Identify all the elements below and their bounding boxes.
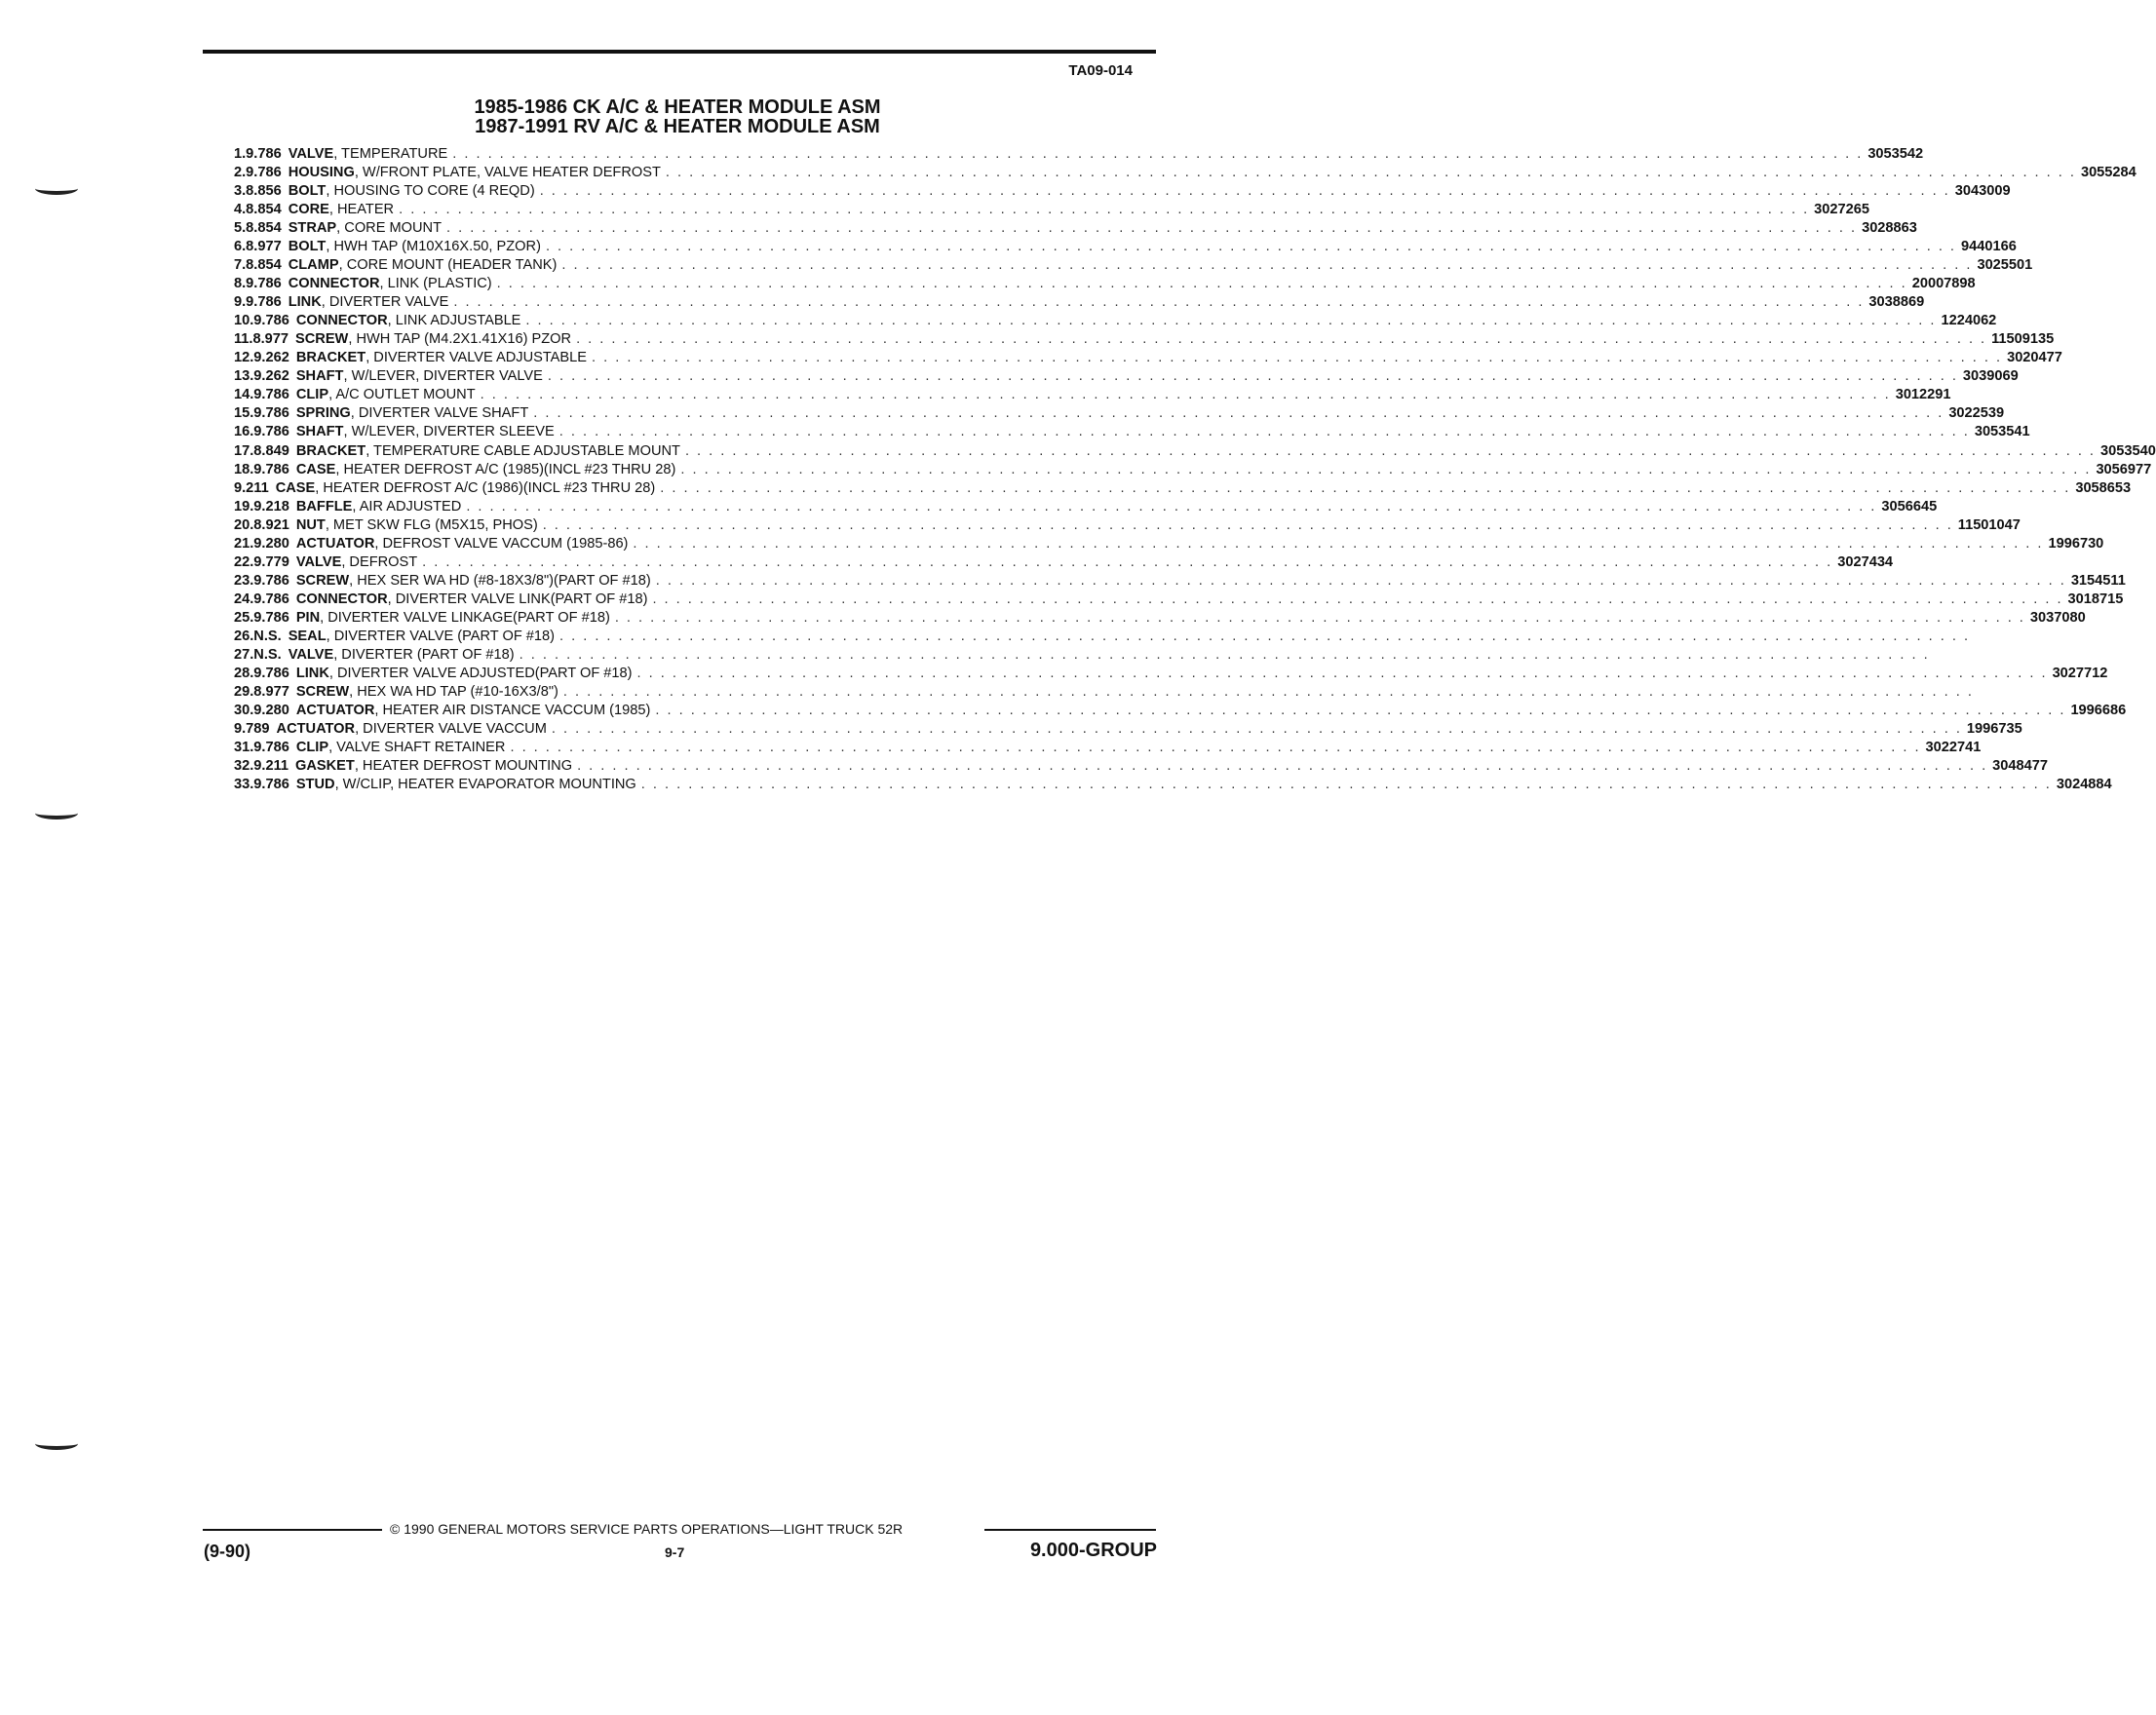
part-number: 3053542 xyxy=(1867,146,1924,162)
part-number: 3027712 xyxy=(2052,665,2108,681)
parts-row xyxy=(234,145,1924,164)
part-description xyxy=(289,553,1837,572)
parts-row xyxy=(234,182,2011,201)
part-number: 3056977 xyxy=(2096,461,2152,477)
part-description xyxy=(289,330,1991,349)
part-number: 3022741 xyxy=(1925,740,1982,755)
part-name: PIN xyxy=(295,609,321,626)
footer-rule-right xyxy=(984,1529,1156,1531)
part-name: SEAL xyxy=(288,628,327,644)
part-number: 3037080 xyxy=(2029,609,2086,626)
part-name: STRAP xyxy=(288,220,337,237)
item-number: 2. xyxy=(234,165,247,181)
item-number: 17. xyxy=(234,442,254,459)
item-number: 15. xyxy=(234,405,254,422)
group-number: 8.854 xyxy=(246,257,282,274)
part-description xyxy=(282,201,1814,219)
parts-row xyxy=(234,219,1917,238)
part-number: 3048477 xyxy=(1992,758,2048,775)
parts-row xyxy=(234,498,1938,516)
part-description xyxy=(289,423,1975,441)
part-name: GASKET xyxy=(295,758,355,775)
group-number: 9.786 xyxy=(253,424,289,440)
part-detail: , MET SKW FLG (M5X15, PHOS) xyxy=(325,516,538,533)
group-number: 9.786 xyxy=(253,572,289,589)
group-label: 9.000-GROUP xyxy=(1029,1540,1157,1561)
part-detail: , DIVERTER (PART OF #18) xyxy=(333,646,515,663)
part-description xyxy=(282,275,1912,293)
part-number: 1996735 xyxy=(1966,720,2022,737)
punch-hole-mark xyxy=(35,182,78,195)
item-number: 1. xyxy=(234,146,247,162)
item-number: 26. xyxy=(234,628,254,644)
part-detail: , HWH TAP (M4.2X1.41X16) PZOR xyxy=(348,331,572,348)
part-number: 3043009 xyxy=(1954,183,2011,200)
dot-leader: . . . . . . . . . . . . . . . . . . . . . . . . . . . . . . . . . . . . . . . . . . . . . . . . . . . . . . . . . . . . . . . . . . . . . . . . . . . . . . . . . . . . . . . . . . . . . . . . . . . . . . . . . . . . . . . . . . . . . . . . xyxy=(539,183,1950,200)
part-description xyxy=(289,516,1958,535)
item-number: 27. xyxy=(234,646,254,663)
item-number: 7. xyxy=(234,257,247,274)
dot-leader: . . . . . . . . . . . . . . . . . . . . . . . . . . . . . . . . . . . . . . . . . . . . . . . . . . . . . . . . . . . . . . . . . . . . . . . . . . . . . . . . . . . . . . . . . . . . . . . . . . . . . . . . . . . . . . . . . . . . . . . . xyxy=(422,553,1833,570)
part-detail: , DIVERTER VALVE LINKAGE(PART OF #18) xyxy=(320,609,610,626)
part-number: 3024884 xyxy=(2056,777,2112,793)
parts-row xyxy=(234,275,1976,293)
item-number: 22. xyxy=(234,553,254,570)
item-number: 13. xyxy=(234,368,254,385)
part-description xyxy=(282,219,1862,238)
part-number: 3053541 xyxy=(1974,424,2030,440)
parts-list xyxy=(234,145,2156,794)
part-detail: , HEATER DEFROST A/C (1985)(INCL #23 THRU 28) xyxy=(335,461,676,477)
top-rule xyxy=(203,50,1156,54)
parts-row xyxy=(234,553,1894,572)
group-number: 8.977 xyxy=(246,239,282,255)
part-number: 1996686 xyxy=(2070,702,2127,718)
page-title-line-1: 1985-1986 CK A/C & HEATER MODULE ASM xyxy=(474,96,881,118)
part-name: LINK xyxy=(288,294,322,311)
dot-leader: . . . . . . . . . . . . . . . . . . . . . . . . . . . . . . . . . . . . . . . . . . . . . . . . . . . . . . . . . . . . . . . . . . . . . . . . . . . . . . . . . . . . . . . . . . . . . . . . . . . . . . . . . . . . . . . . . . . . . . . . xyxy=(446,220,1858,237)
dot-leader: . . . . . . . . . . . . . . . . . . . . . . . . . . . . . . . . . . . . . . . . . . . . . . . . . . . . . . . . . . . . . . . . . . . . . . . . . . . . . . . . . . . . . . . . . . . . . . . . . . . . . . . . . . . . . . . . . . . . . . . . xyxy=(453,294,1865,311)
punch-hole-mark xyxy=(35,807,78,819)
dot-leader: . . . . . . . . . . . . . . . . . . . . . . . . . . . . . . . . . . . . . . . . . . . . . . . . . . . . . . . . . . . . . . . . . . . . . . . . . . . . . . . . . . . . . . . . . . . . . . . . . . . . . . . . . . . . . . . . . . . . . . . . xyxy=(562,683,1974,700)
group-number: 8.854 xyxy=(246,202,282,218)
item-number: 31. xyxy=(234,740,254,755)
parts-row xyxy=(234,683,1974,702)
item-number: 23. xyxy=(234,572,254,589)
part-name: VALVE xyxy=(295,553,342,570)
part-name: BRACKET xyxy=(295,442,366,459)
parts-row xyxy=(234,201,1869,219)
part-description xyxy=(289,349,2007,367)
dot-leader: . . . . . . . . . . . . . . . . . . . . . . . . . . . . . . . . . . . . . . . . . . . . . . . . . . . . . . . . . . . . . . . . . . . . . . . . . . . . . . . . . . . . . . . . . . . . . . . . . . . . . . . . . . . . . . . . . . . . . . . . xyxy=(684,442,2096,459)
parts-row xyxy=(234,757,2048,776)
item-number: 5. xyxy=(234,220,247,237)
item-number: 4. xyxy=(234,202,247,218)
parts-row xyxy=(234,404,2005,423)
part-description xyxy=(289,739,1926,757)
parts-row xyxy=(234,720,2022,739)
part-description xyxy=(289,442,2100,461)
parts-row xyxy=(234,423,2030,441)
part-name: CLAMP xyxy=(288,257,339,274)
part-name: SCREW xyxy=(295,572,350,589)
part-name: BOLT xyxy=(288,183,327,200)
dot-leader: . . . . . . . . . . . . . . . . . . . . . . . . . . . . . . . . . . . . . . . . . . . . . . . . . . . . . . . . . . . . . . . . . . . . . . . . . . . . . . . . . . . . . . . . . . . . . . . . . . . . . . . . . . . . . . . . . . . . . . . . xyxy=(680,461,2092,477)
page-title-line-2: 1987-1991 RV A/C & HEATER MODULE ASM xyxy=(475,116,880,137)
part-detail: , DIVERTER VALVE ADJUSTABLE xyxy=(366,350,588,366)
group-number: 9.786 xyxy=(246,146,282,162)
parts-row xyxy=(234,665,2108,683)
item-number: 11. xyxy=(234,331,253,348)
part-number: 3055284 xyxy=(2080,165,2137,181)
part-description xyxy=(289,404,1948,423)
parts-row xyxy=(234,164,2137,182)
dot-leader: . . . . . . . . . . . . . . . . . . . . . . . . . . . . . . . . . . . . . . . . . . . . . . . . . . . . . . . . . . . . . . . . . . . . . . . . . . . . . . . . . . . . . . . . . . . . . . . . . . . . . . . . . . . . . . . . . . . . . . . . xyxy=(542,516,1953,533)
part-number: 3022539 xyxy=(1948,405,2005,422)
part-detail: , DIVERTER VALVE ADJUSTED(PART OF #18) xyxy=(328,665,633,681)
item-number: 3. xyxy=(234,183,247,200)
group-number: 9.211 xyxy=(253,758,289,775)
dot-leader: . . . . . . . . . . . . . . . . . . . . . . . . . . . . . . . . . . . . . . . . . . . . . . . . . . . . . . . . . . . . . . . . . . . . . . . . . . . . . . . . . . . . . . . . . . . . . . . . . . . . . . . . . . . . . . . . . . . . . . . . xyxy=(559,628,1971,644)
item-number: 9. xyxy=(234,294,247,311)
parts-row xyxy=(234,442,2156,461)
dot-leader: . . . . . . . . . . . . . . . . . . . . . . . . . . . . . . . . . . . . . . . . . . . . . . . . . . . . . . . . . . . . . . . . . . . . . . . . . . . . . . . . . . . . . . . . . . . . . . . . . . . . . . . . . . . . . . . . . . . . . . . . xyxy=(592,350,2003,366)
parts-row xyxy=(234,330,2055,349)
group-number: 9.262 xyxy=(253,368,289,385)
part-number: 3027265 xyxy=(1814,202,1869,218)
part-detail: , CORE MOUNT xyxy=(336,220,443,237)
part-name: STUD xyxy=(295,777,335,793)
parts-row xyxy=(234,702,2127,720)
punch-hole-mark xyxy=(35,1437,78,1450)
part-detail: , DIVERTER VALVE SHAFT xyxy=(350,405,529,422)
item-number: 28. xyxy=(234,665,254,681)
part-name: ACTUATOR xyxy=(295,535,375,552)
item-number: 16. xyxy=(234,424,254,440)
part-number: 3058653 xyxy=(2075,479,2132,496)
part-description xyxy=(289,702,2071,720)
group-number: 9.789 xyxy=(234,720,270,737)
dot-leader: . . . . . . . . . . . . . . . . . . . . . . . . . . . . . . . . . . . . . . . . . . . . . . . . . . . . . . . . . . . . . . . . . . . . . . . . . . . . . . . . . . . . . . . . . . . . . . . . . . . . . . . . . . . . . . . . . . . . . . . . xyxy=(466,498,1877,514)
part-detail: , W/LEVER, DIVERTER VALVE xyxy=(343,368,543,385)
dot-leader: . . . . . . . . . . . . . . . . . . . . . . . . . . . . . . . . . . . . . . . . . . . . . . . . . . . . . . . . . . . . . . . . . . . . . . . . . . . . . . . . . . . . . . . . . . . . . . . . . . . . . . . . . . . . . . . . . . . . . . . . xyxy=(480,387,1891,403)
part-number: 3053540 xyxy=(2100,442,2156,459)
part-description xyxy=(282,164,2081,182)
part-name: SCREW xyxy=(295,331,349,348)
parts-row xyxy=(234,256,2033,275)
dot-leader: . . . . . . . . . . . . . . . . . . . . . . . . . . . . . . . . . . . . . . . . . . . . . . . . . . . . . . . . . . . . . . . . . . . . . . . . . . . . . . . . . . . . . . . . . . . . . . . . . . . . . . . . . . . . . . . . . . . . . . . . xyxy=(636,665,2048,681)
group-number: 9.280 xyxy=(253,535,289,552)
part-description xyxy=(289,572,2071,591)
part-number: 3027434 xyxy=(1837,553,1894,570)
part-name: VALVE xyxy=(288,646,334,663)
part-number: 20007898 xyxy=(1911,276,1976,292)
part-description xyxy=(289,591,2068,609)
part-detail: , W/CLIP, HEATER EVAPORATOR MOUNTING xyxy=(334,777,636,793)
part-name: BAFFLE xyxy=(295,498,353,514)
part-name: CONNECTOR xyxy=(295,591,388,607)
parts-row xyxy=(234,479,2132,498)
part-description xyxy=(289,535,2049,553)
part-detail: , HEX WA HD TAP (#10-16X3/8") xyxy=(349,683,558,700)
part-description xyxy=(282,238,1961,256)
parts-row xyxy=(234,646,1930,665)
part-description xyxy=(289,312,1942,330)
part-number: 9440166 xyxy=(1961,239,2017,255)
dot-leader: . . . . . . . . . . . . . . . . . . . . . . . . . . . . . . . . . . . . . . . . . . . . . . . . . . . . . . . . . . . . . . . . . . . . . . . . . . . . . . . . . . . . . . . . . . . . . . . . . . . . . . . . . . . . . . . . . . . . . . . . xyxy=(655,572,2066,589)
group-number: 8.977 xyxy=(252,331,289,348)
group-number: N.S. xyxy=(253,646,282,663)
part-description xyxy=(289,498,1882,516)
dot-leader: . . . . . . . . . . . . . . . . . . . . . . . . . . . . . . . . . . . . . . . . . . . . . . . . . . . . . . . . . . . . . . . . . . . . . . . . . . . . . . . . . . . . . . . . . . . . . . . . . . . . . . . . . . . . . . . . . . . . . . . . xyxy=(519,646,1930,663)
dot-leader: . . . . . . . . . . . . . . . . . . . . . . . . . . . . . . . . . . . . . . . . . . . . . . . . . . . . . . . . . . . . . . . . . . . . . . . . . . . . . . . . . . . . . . . . . . . . . . . . . . . . . . . . . . . . . . . . . . . . . . . . xyxy=(399,202,1810,218)
part-name: ACTUATOR xyxy=(276,720,356,737)
parts-row xyxy=(234,238,2017,256)
parts-row xyxy=(234,739,1982,757)
part-detail: , DEFROST VALVE VACCUM (1985-86) xyxy=(374,535,629,552)
part-number: 3039069 xyxy=(1962,368,2019,385)
item-number: 6. xyxy=(234,239,247,255)
dot-leader: . . . . . . . . . . . . . . . . . . . . . . . . . . . . . . . . . . . . . . . . . . . . . . . . . . . . . . . . . . . . . . . . . . . . . . . . . . . . . . . . . . . . . . . . . . . . . . . . . . . . . . . . . . . . . . . . . . . . . . . . xyxy=(510,740,1921,755)
item-number: 12. xyxy=(234,350,254,366)
part-name: SHAFT xyxy=(295,368,344,385)
parts-row xyxy=(234,312,1997,330)
item-number: 20. xyxy=(234,516,254,533)
dot-leader: . . . . . . . . . . . . . . . . . . . . . . . . . . . . . . . . . . . . . . . . . . . . . . . . . . . . . . . . . . . . . . . . . . . . . . . . . . . . . . . . . . . . . . . . . . . . . . . . . . . . . . . . . . . . . . . . . . . . . . . . xyxy=(547,368,1958,385)
part-detail: , DIVERTER VALVE (PART OF #18) xyxy=(326,628,555,644)
group-number: 9.262 xyxy=(253,350,289,366)
part-description xyxy=(282,182,1955,201)
group-number: 9.786 xyxy=(253,313,289,329)
part-description xyxy=(289,757,1992,776)
parts-row xyxy=(234,628,1971,646)
part-number: 1224062 xyxy=(1941,313,1997,329)
part-name: SPRING xyxy=(295,405,351,422)
part-description xyxy=(269,479,2076,498)
dot-leader: . . . . . . . . . . . . . . . . . . . . . . . . . . . . . . . . . . . . . . . . . . . . . . . . . . . . . . . . . . . . . . . . . . . . . . . . . . . . . . . . . . . . . . . . . . . . . . . . . . . . . . . . . . . . . . . . . . . . . . . . xyxy=(640,777,2052,793)
parts-row xyxy=(234,293,1925,312)
group-number: 9.218 xyxy=(253,498,289,514)
revision-date: (9-90) xyxy=(204,1542,251,1561)
part-detail: , DIVERTER VALVE LINK(PART OF #18) xyxy=(387,591,648,607)
part-description xyxy=(282,293,1869,312)
part-name: NUT xyxy=(295,516,326,533)
part-name: CONNECTOR xyxy=(288,276,380,292)
group-number: 9.779 xyxy=(253,553,289,570)
item-number: 21. xyxy=(234,535,254,552)
part-detail: , W/FRONT PLATE, VALVE HEATER DEFROST xyxy=(354,165,661,181)
group-number: 9.786 xyxy=(253,777,289,793)
item-number: 10. xyxy=(234,313,254,329)
part-description xyxy=(270,720,1967,739)
part-description xyxy=(282,145,1868,164)
part-name: SHAFT xyxy=(295,424,344,440)
dot-leader: . . . . . . . . . . . . . . . . . . . . . . . . . . . . . . . . . . . . . . . . . . . . . . . . . . . . . . . . . . . . . . . . . . . . . . . . . . . . . . . . . . . . . . . . . . . . . . . . . . . . . . . . . . . . . . . . . . . . . . . . xyxy=(614,609,2025,626)
part-description xyxy=(289,461,2097,479)
dot-leader: . . . . . . . . . . . . . . . . . . . . . . . . . . . . . . . . . . . . . . . . . . . . . . . . . . . . . . . . . . . . . . . . . . . . . . . . . . . . . . . . . . . . . . . . . . . . . . . . . . . . . . . . . . . . . . . . . . . . . . . . xyxy=(533,405,1944,422)
dot-leader: . . . . . . . . . . . . . . . . . . . . . . . . . . . . . . . . . . . . . . . . . . . . . . . . . . . . . . . . . . . . . . . . . . . . . . . . . . . . . . . . . . . . . . . . . . . . . . . . . . . . . . . . . . . . . . . . . . . . . . . . xyxy=(665,165,2076,181)
part-detail: , CORE MOUNT (HEADER TANK) xyxy=(338,257,558,274)
item-number: 8. xyxy=(234,276,247,292)
part-name: BRACKET xyxy=(295,350,366,366)
dot-leader: . . . . . . . . . . . . . . . . . . . . . . . . . . . . . . . . . . . . . . . . . . . . . . . . . . . . . . . . . . . . . . . . . . . . . . . . . . . . . . . . . . . . . . . . . . . . . . . . . . . . . . . . . . . . . . . . . . . . . . . . xyxy=(660,479,2071,496)
group-number: 9.786 xyxy=(253,591,289,607)
item-number: 18. xyxy=(234,461,254,477)
part-number: 1996730 xyxy=(2048,535,2104,552)
part-name: CASE xyxy=(275,479,316,496)
part-detail: , TEMPERATURE xyxy=(333,146,448,162)
part-name: CONNECTOR xyxy=(295,313,388,329)
group-number: 9.786 xyxy=(246,294,282,311)
parts-row xyxy=(234,609,2086,628)
item-number: 24. xyxy=(234,591,254,607)
parts-row xyxy=(234,572,2126,591)
part-detail: , HEX SER WA HD (#8-18X3/8")(PART OF #18) xyxy=(349,572,651,589)
parts-row xyxy=(234,776,2112,794)
part-description xyxy=(282,256,1978,275)
item-number: 29. xyxy=(234,683,254,700)
parts-row xyxy=(234,461,2152,479)
part-number: 3018715 xyxy=(2067,591,2124,607)
part-detail: , TEMPERATURE CABLE ADJUSTABLE MOUNT xyxy=(366,442,680,459)
part-name: LINK xyxy=(295,665,329,681)
part-name: SCREW xyxy=(295,683,350,700)
dot-leader: . . . . . . . . . . . . . . . . . . . . . . . . . . . . . . . . . . . . . . . . . . . . . . . . . . . . . . . . . . . . . . . . . . . . . . . . . . . . . . . . . . . . . . . . . . . . . . . . . . . . . . . . . . . . . . . . . . . . . . . . xyxy=(576,331,1987,348)
group-number: 9.786 xyxy=(246,165,282,181)
part-number: 3028863 xyxy=(1862,220,1917,237)
group-number: 9.786 xyxy=(253,405,289,422)
part-number: 3038869 xyxy=(1868,294,1925,311)
part-name: CLIP xyxy=(295,740,329,755)
part-name: CASE xyxy=(295,461,336,477)
part-description xyxy=(289,367,1963,386)
dot-leader: . . . . . . . . . . . . . . . . . . . . . . . . . . . . . . . . . . . . . . . . . . . . . . . . . . . . . . . . . . . . . . . . . . . . . . . . . . . . . . . . . . . . . . . . . . . . . . . . . . . . . . . . . . . . . . . . . . . . . . . . xyxy=(452,146,1864,162)
part-number: 3020477 xyxy=(2007,350,2062,366)
dot-leader: . . . . . . . . . . . . . . . . . . . . . . . . . . . . . . . . . . . . . . . . . . . . . . . . . . . . . . . . . . . . . . . . . . . . . . . . . . . . . . . . . . . . . . . . . . . . . . . . . . . . . . . . . . . . . . . . . . . . . . . . xyxy=(525,313,1937,329)
group-number: 8.854 xyxy=(246,220,282,237)
part-number: 11509135 xyxy=(1991,331,2055,348)
part-number: 3025501 xyxy=(1977,257,2033,274)
part-description xyxy=(282,646,1935,665)
part-detail: , AIR ADJUSTED xyxy=(352,498,462,514)
part-description xyxy=(289,683,1979,702)
part-detail: , W/LEVER, DIVERTER SLEEVE xyxy=(343,424,555,440)
group-number: 8.849 xyxy=(253,442,289,459)
dot-leader: . . . . . . . . . . . . . . . . . . . . . . . . . . . . . . . . . . . . . . . . . . . . . . . . . . . . . . . . . . . . . . . . . . . . . . . . . . . . . . . . . . . . . . . . . . . . . . . . . . . . . . . . . . . . . . . . . . . . . . . . xyxy=(652,591,2063,607)
dot-leader: . . . . . . . . . . . . . . . . . . . . . . . . . . . . . . . . . . . . . . . . . . . . . . . . . . . . . . . . . . . . . . . . . . . . . . . . . . . . . . . . . . . . . . . . . . . . . . . . . . . . . . . . . . . . . . . . . . . . . . . . xyxy=(496,276,1907,292)
part-name: VALVE xyxy=(288,146,334,162)
item-number: 32. xyxy=(234,758,254,775)
dot-leader: . . . . . . . . . . . . . . . . . . . . . . . . . . . . . . . . . . . . . . . . . . . . . . . . . . . . . . . . . . . . . . . . . . . . . . . . . . . . . . . . . . . . . . . . . . . . . . . . . . . . . . . . . . . . . . . . . . . . . . . . xyxy=(577,758,1988,775)
part-number: 3056645 xyxy=(1881,498,1938,514)
parts-row xyxy=(234,591,2124,609)
dot-leader: . . . . . . . . . . . . . . . . . . . . . . . . . . . . . . . . . . . . . . . . . . . . . . . . . . . . . . . . . . . . . . . . . . . . . . . . . . . . . . . . . . . . . . . . . . . . . . . . . . . . . . . . . . . . . . . . . . . . . . . . xyxy=(545,239,1956,255)
part-detail: , VALVE SHAFT RETAINER xyxy=(328,740,506,755)
parts-row xyxy=(234,516,2021,535)
footer-rule-left xyxy=(203,1529,382,1531)
part-detail: , A/C OUTLET MOUNT xyxy=(328,387,476,403)
part-detail: , HWH TAP (M10X16X.50, PZOR) xyxy=(326,239,541,255)
document-code: TA09-014 xyxy=(1068,62,1133,79)
part-description xyxy=(289,776,2057,794)
item-number: 25. xyxy=(234,609,254,626)
part-detail: , HOUSING TO CORE (4 REQD) xyxy=(326,183,535,200)
group-number: 9.786 xyxy=(253,740,289,755)
dot-leader: . . . . . . . . . . . . . . . . . . . . . . . . . . . . . . . . . . . . . . . . . . . . . . . . . . . . . . . . . . . . . . . . . . . . . . . . . . . . . . . . . . . . . . . . . . . . . . . . . . . . . . . . . . . . . . . . . . . . . . . . xyxy=(551,720,1962,737)
part-detail: , HEATER DEFROST A/C (1986)(INCL #23 THRU 28) xyxy=(315,479,656,496)
part-detail: , HEATER DEFROST MOUNTING xyxy=(354,758,573,775)
part-number: 11501047 xyxy=(1957,516,2021,533)
group-number: 9.786 xyxy=(246,276,282,292)
part-detail: , DIVERTER VALVE xyxy=(321,294,449,311)
dot-leader: . . . . . . . . . . . . . . . . . . . . . . . . . . . . . . . . . . . . . . . . . . . . . . . . . . . . . . . . . . . . . . . . . . . . . . . . . . . . . . . . . . . . . . . . . . . . . . . . . . . . . . . . . . . . . . . . . . . . . . . . xyxy=(633,535,2044,552)
part-detail: , DIVERTER VALVE VACCUM xyxy=(355,720,547,737)
group-number: 9.786 xyxy=(253,665,289,681)
part-detail: , HEATER xyxy=(328,202,395,218)
group-number: 8.977 xyxy=(253,683,289,700)
parts-row xyxy=(234,349,2062,367)
part-description xyxy=(282,628,1975,646)
parts-row xyxy=(234,535,2104,553)
group-number: 9.786 xyxy=(253,609,289,626)
part-name: BOLT xyxy=(288,239,327,255)
copyright-notice: © 1990 GENERAL MOTORS SERVICE PARTS OPERATIONS—LIGHT TRUCK 52R xyxy=(390,1521,904,1537)
part-detail: , HEATER AIR DISTANCE VACCUM (1985) xyxy=(374,702,651,718)
part-detail: , LINK ADJUSTABLE xyxy=(387,313,521,329)
part-name: HOUSING xyxy=(288,165,355,181)
parts-row xyxy=(234,386,1951,404)
part-description xyxy=(289,386,1896,404)
group-number: 9.280 xyxy=(253,702,289,718)
group-number: 9.211 xyxy=(234,479,269,496)
group-number: 8.921 xyxy=(253,516,289,533)
part-number: 3154511 xyxy=(2070,572,2126,589)
parts-row xyxy=(234,367,2019,386)
item-number: 19. xyxy=(234,498,254,514)
part-name: ACTUATOR xyxy=(295,702,375,718)
item-number: 14. xyxy=(234,387,254,403)
group-number: 8.856 xyxy=(246,183,282,200)
part-detail: , DEFROST xyxy=(341,553,418,570)
part-description xyxy=(289,665,2053,683)
part-name: CORE xyxy=(288,202,329,218)
dot-leader: . . . . . . . . . . . . . . . . . . . . . . . . . . . . . . . . . . . . . . . . . . . . . . . . . . . . . . . . . . . . . . . . . . . . . . . . . . . . . . . . . . . . . . . . . . . . . . . . . . . . . . . . . . . . . . . . . . . . . . . . xyxy=(561,257,1973,274)
part-number: 3012291 xyxy=(1895,387,1951,403)
page-number: 9-7 xyxy=(665,1544,685,1560)
part-detail: , LINK (PLASTIC) xyxy=(379,276,492,292)
item-number: 30. xyxy=(234,702,254,718)
group-number: N.S. xyxy=(253,628,282,644)
group-number: 9.786 xyxy=(253,461,289,477)
group-number: 9.786 xyxy=(253,387,289,403)
dot-leader: . . . . . . . . . . . . . . . . . . . . . . . . . . . . . . . . . . . . . . . . . . . . . . . . . . . . . . . . . . . . . . . . . . . . . . . . . . . . . . . . . . . . . . . . . . . . . . . . . . . . . . . . . . . . . . . . . . . . . . . . xyxy=(558,424,1970,440)
dot-leader: . . . . . . . . . . . . . . . . . . . . . . . . . . . . . . . . . . . . . . . . . . . . . . . . . . . . . . . . . . . . . . . . . . . . . . . . . . . . . . . . . . . . . . . . . . . . . . . . . . . . . . . . . . . . . . . . . . . . . . . . xyxy=(655,702,2066,718)
item-number: 33. xyxy=(234,777,254,793)
part-name: CLIP xyxy=(295,387,329,403)
part-description xyxy=(289,609,2030,628)
